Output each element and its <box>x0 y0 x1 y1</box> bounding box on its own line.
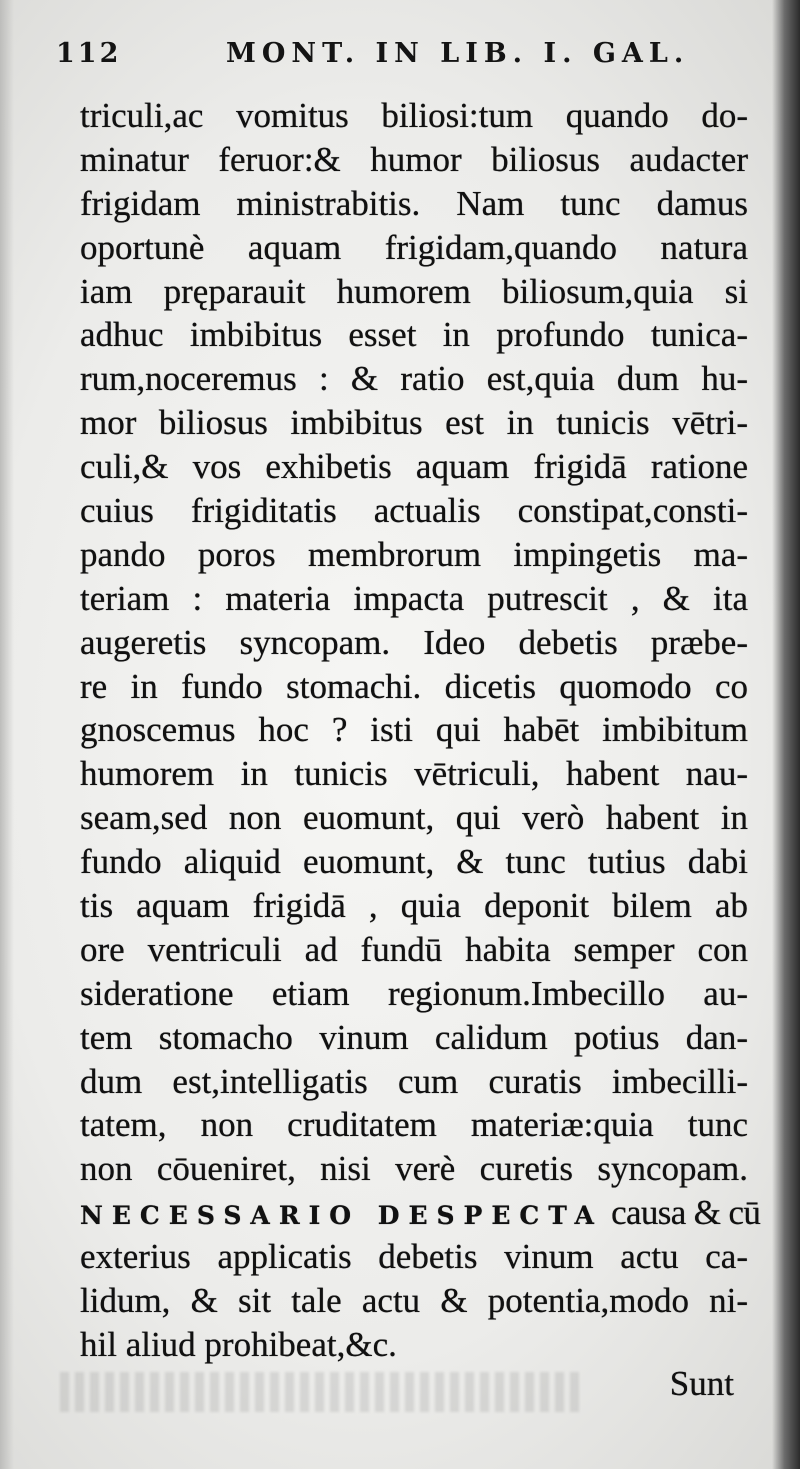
page-gutter-shadow <box>0 0 14 1469</box>
page-header <box>56 38 696 86</box>
text-line: exterius applicatis debetis vinum actu ca- <box>80 1237 748 1277</box>
text-line: re in fundo stomachi. dicetis quomodo co <box>80 666 748 706</box>
text-line: teriam : materia impacta putrescit , & ita <box>80 578 748 618</box>
text-line: lidum, & sit tale actu & potentia,modo ni- <box>80 1281 748 1321</box>
text-line: iam pręparauit humorem biliosum,quia si <box>80 271 748 311</box>
text-line: triculi,ac vomitus biliosi:tum quando do- <box>80 96 748 135</box>
text-line: seam,sed non euomunt, qui verò habent in <box>80 798 748 838</box>
text-line: rum,noceremus : & ratio est,quia dum hu- <box>80 359 748 399</box>
text-line: hil aliud prohibeat,&c. <box>80 1324 397 1364</box>
text-line: cuius frigiditatis actualis constipat,consti- <box>80 491 748 531</box>
text-line: adhuc imbibitus esset in profundo tunica- <box>80 315 748 355</box>
text-line: fundo aliquid euomunt, & tunc tutius dabi <box>80 842 748 882</box>
text-line: ore ventriculi ad fundū habita semper con <box>80 929 748 969</box>
text-line: tatem, non cruditatem materiæ:quia tunc <box>80 1105 748 1145</box>
text-line: minatur feruor:& humor biliosus audacter <box>80 139 748 179</box>
text-line: dum est,intelligatis cum curatis imbecilli- <box>80 1061 748 1101</box>
text-line: frigidam ministrabitis. Nam tunc damus <box>80 183 748 223</box>
text-line: pando poros membrorum impingetis ma- <box>80 534 748 574</box>
show-through-text <box>60 1372 580 1412</box>
body-text <box>80 94 761 1367</box>
text-line: tem stomacho vinum calidum potius dan- <box>80 1017 748 1057</box>
page-number: 112 <box>56 38 122 69</box>
text-line: gnoscemus hoc ? isti qui habēt imbibitum <box>80 710 748 750</box>
small-caps-phrase: NECESSARIO DESPECTA <box>80 1201 603 1231</box>
text-line: culi,& vos exhibetis aquam frigidā ratione <box>80 447 748 487</box>
text-line: augeretis syncopam. Ideo debetis præbe- <box>80 622 748 662</box>
text-fragment: causa & cū <box>611 1193 761 1233</box>
text-line: sideratione etiam regionum.Imbecillo au- <box>80 973 748 1013</box>
text-line: tis aquam frigidā , quia deponit bilem ab <box>80 886 748 926</box>
text-line-small-caps <box>80 1191 761 1235</box>
text-line: oportunè aquam frigidam,quando natura <box>80 227 748 267</box>
running-head: MONT. IN LIB. I. GAL. <box>226 38 690 69</box>
catchword: Sunt <box>669 1364 734 1403</box>
text-line: humorem in tunicis vētriculi, habent nau- <box>80 754 748 794</box>
text-line: mor biliosus imbibitus est in tunicis vētri- <box>80 403 748 443</box>
text-line: non cōueniret, nisi verè curetis syncopam. <box>80 1149 748 1189</box>
page-edge-shadow <box>772 0 800 1469</box>
